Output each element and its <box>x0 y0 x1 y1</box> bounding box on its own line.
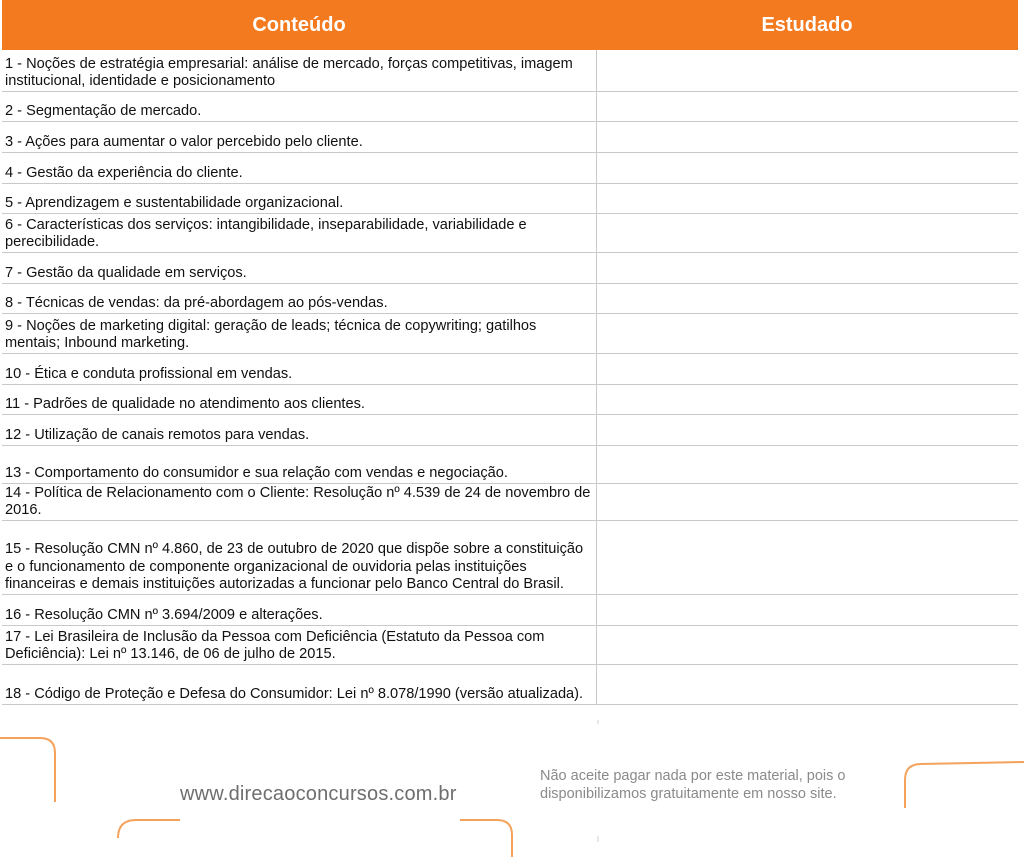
header-conteudo: Conteúdo <box>2 0 596 50</box>
studied-cell[interactable] <box>596 384 1018 414</box>
studied-cell[interactable] <box>596 252 1018 283</box>
studied-cell[interactable] <box>596 283 1018 313</box>
table-row <box>2 213 1018 252</box>
studied-cell[interactable] <box>596 313 1018 353</box>
table-row <box>2 594 1018 625</box>
table-row <box>2 50 1018 91</box>
table-row <box>2 121 1018 152</box>
table-header-row <box>2 0 1018 50</box>
topic-cell: 10 - Ética e conduta profissional em vendas. <box>2 353 596 384</box>
topic-cell: 12 - Utilização de canais remotos para vendas. <box>2 414 596 445</box>
topic-cell: 6 - Características dos serviços: intangibilidade, inseparabilidade, variabilidade e perecibilidade. <box>2 213 596 252</box>
topic-cell: 14 - Política de Relacionamento com o Cliente: Resolução nº 4.539 de 24 de novembro de 2016. <box>2 483 596 520</box>
studied-cell[interactable] <box>596 445 1018 483</box>
table-row <box>2 313 1018 353</box>
topic-cell: 17 - Lei Brasileira de Inclusão da Pessoa com Deficiência (Estatuto da Pessoa com Deficiência): Lei nº 13.146, de 06 de julho de 2015. <box>2 625 596 664</box>
topic-cell: 1 - Noções de estratégia empresarial: análise de mercado, forças competitivas, imagem institucional, identidade e posicionamento <box>2 50 596 91</box>
notice-line-2: disponibilizamos gratuitamente em nosso site. <box>540 786 837 802</box>
table-row <box>2 152 1018 183</box>
notice-line-1: Não aceite pagar nada por este material, pois o <box>540 768 846 784</box>
table-row <box>2 483 1018 520</box>
topic-cell: 16 - Resolução CMN nº 3.694/2009 e alterações. <box>2 594 596 625</box>
studied-cell[interactable] <box>596 414 1018 445</box>
table-row <box>2 91 1018 121</box>
studied-cell[interactable] <box>596 183 1018 213</box>
studied-cell[interactable] <box>596 594 1018 625</box>
topic-cell: 8 - Técnicas de vendas: da pré-abordagem ao pós-vendas. <box>2 283 596 313</box>
topic-cell: 13 - Comportamento do consumidor e sua relação com vendas e negociação. <box>2 445 596 483</box>
page-footer <box>0 720 1024 857</box>
studied-cell[interactable] <box>596 152 1018 183</box>
studied-cell[interactable] <box>596 664 1018 704</box>
table-row <box>2 283 1018 313</box>
studied-cell[interactable] <box>596 121 1018 152</box>
table-row <box>2 520 1018 594</box>
topic-cell: 9 - Noções de marketing digital: geração de leads; técnica de copywriting; gatilhos mentais; Inbound marketing. <box>2 313 596 353</box>
studied-cell[interactable] <box>596 213 1018 252</box>
studied-cell[interactable] <box>596 625 1018 664</box>
studied-cell[interactable] <box>596 353 1018 384</box>
topic-cell: 5 - Aprendizagem e sustentabilidade organizacional. <box>2 183 596 213</box>
website-url[interactable]: www.direcaoconcursos.com.br <box>180 783 457 805</box>
topic-cell: 11 - Padrões de qualidade no atendimento aos clientes. <box>2 384 596 414</box>
topic-cell: 2 - Segmentação de mercado. <box>2 91 596 121</box>
table-row <box>2 384 1018 414</box>
studied-cell[interactable] <box>596 520 1018 594</box>
table-row <box>2 625 1018 664</box>
table-row <box>2 445 1018 483</box>
content-table <box>2 0 1018 705</box>
table-row <box>2 414 1018 445</box>
studied-cell[interactable] <box>596 91 1018 121</box>
topic-cell: 15 - Resolução CMN nº 4.860, de 23 de outubro de 2020 que dispõe sobre a constituição e o funcionamento de componente organizacional de ouvidoria pelas instituições financeiras e demais instituições autorizadas a funcionar pelo Banco Central do Brasil. <box>2 520 596 594</box>
topic-cell: 4 - Gestão da experiência do cliente. <box>2 152 596 183</box>
topic-cell: 7 - Gestão da qualidade em serviços. <box>2 252 596 283</box>
studied-cell[interactable] <box>596 50 1018 91</box>
topic-cell: 18 - Código de Proteção e Defesa do Consumidor: Lei nº 8.078/1990 (versão atualizada). <box>2 664 596 704</box>
free-material-notice <box>540 767 900 803</box>
table-row <box>2 252 1018 283</box>
header-estudado: Estudado <box>596 0 1018 50</box>
topic-cell: 3 - Ações para aumentar o valor percebido pelo cliente. <box>2 121 596 152</box>
table-row <box>2 183 1018 213</box>
table-row <box>2 353 1018 384</box>
studied-cell[interactable] <box>596 483 1018 520</box>
table-row <box>2 664 1018 704</box>
